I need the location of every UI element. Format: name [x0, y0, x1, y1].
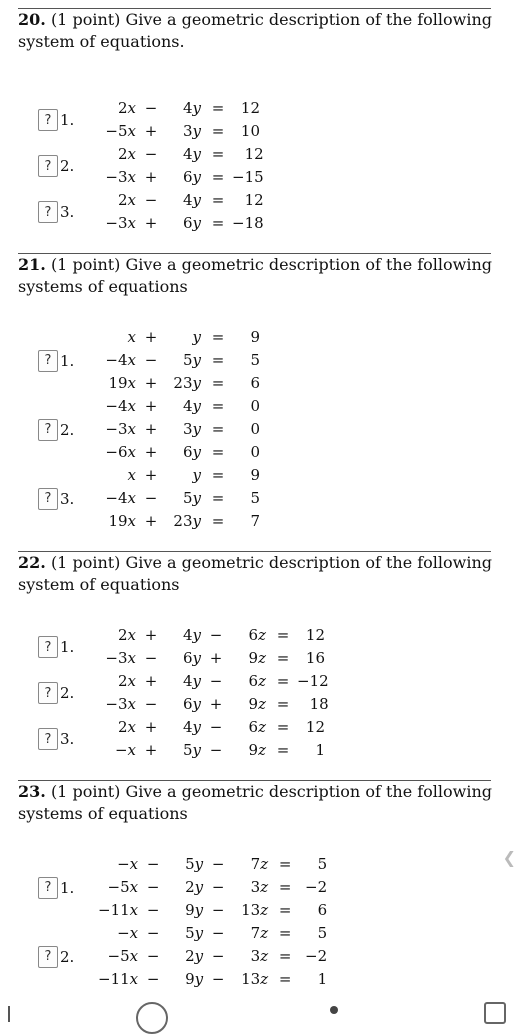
problem-points: (1 point) — [50, 553, 121, 572]
question-item — [8, 464, 496, 533]
problem-number: 21. — [18, 255, 46, 274]
question-item — [8, 670, 496, 716]
rhs-value: 6 — [250, 374, 260, 392]
rhs-value: 12 — [240, 99, 260, 117]
term: 2x — [117, 191, 136, 209]
equation-row — [98, 624, 325, 647]
rhs-value: 0 — [250, 420, 260, 438]
term: 4y — [182, 672, 201, 690]
term: 2x — [117, 672, 136, 690]
answer-selector[interactable] — [38, 419, 74, 441]
operator: − — [209, 718, 223, 736]
equals-sign: = — [276, 741, 290, 759]
nav-dot-icon — [330, 1006, 338, 1014]
operator: − — [211, 924, 225, 942]
term: 7z — [250, 855, 269, 873]
equation-row — [98, 441, 260, 464]
term: 6z — [248, 672, 266, 690]
system-nav-bar — [0, 984, 518, 1024]
equation-system — [98, 143, 264, 189]
problem-23 — [8, 780, 496, 991]
operator: + — [144, 512, 158, 530]
term: 23y — [173, 512, 201, 530]
item-label: 2. — [60, 157, 75, 175]
equation-system — [98, 189, 264, 235]
operator: − — [211, 855, 225, 873]
answer-selector[interactable] — [38, 636, 74, 658]
operator: − — [146, 970, 160, 988]
problem-points: (1 point) — [50, 10, 121, 29]
operator: + — [144, 420, 158, 438]
term: −5x — [105, 122, 136, 140]
equals-sign: = — [276, 649, 290, 667]
question-item — [8, 922, 496, 991]
term: 6z — [248, 718, 266, 736]
rhs-value: 1 — [315, 741, 325, 759]
rhs-value: −2 — [305, 947, 328, 965]
item-label: 2. — [60, 684, 75, 702]
equals-sign: = — [278, 855, 292, 873]
operator: − — [209, 672, 223, 690]
answer-dropdown[interactable]: ? — [38, 201, 58, 223]
operator: − — [146, 947, 160, 965]
operator: − — [146, 878, 160, 896]
operator: − — [144, 351, 158, 369]
operator: − — [146, 924, 160, 942]
equals-sign: = — [211, 512, 225, 530]
rhs-value: 9 — [250, 328, 260, 346]
answer-dropdown[interactable]: ? — [38, 946, 58, 968]
problem-number: 22. — [18, 553, 46, 572]
equation-row — [98, 853, 327, 876]
operator: − — [144, 649, 158, 667]
term: 3z — [250, 947, 269, 965]
rhs-value: 7 — [250, 512, 260, 530]
rhs-value: −2 — [305, 878, 328, 896]
equation-row — [98, 120, 260, 143]
operator: + — [144, 443, 158, 461]
problem-prompt: Give a geometric description of the following system of equations — [18, 553, 493, 594]
equals-sign: = — [211, 420, 225, 438]
equation-row — [98, 97, 260, 120]
rhs-value: 5 — [317, 924, 328, 942]
rhs-value: −12 — [297, 672, 329, 690]
term: 6y — [182, 649, 201, 667]
term: y — [192, 328, 201, 346]
item-label: 2. — [60, 420, 75, 439]
equals-sign: = — [211, 443, 225, 461]
problem-points: (1 point) — [50, 255, 121, 274]
term: 3y — [182, 122, 201, 140]
term: 6y — [182, 214, 201, 232]
equals-sign: = — [211, 466, 225, 484]
operator: − — [146, 855, 160, 873]
answer-dropdown[interactable]: ? — [38, 350, 58, 372]
operator: − — [144, 191, 158, 209]
equation-row — [98, 647, 325, 670]
term: 2x — [117, 145, 136, 163]
term: 4y — [182, 99, 201, 117]
equation-row — [98, 464, 260, 487]
operator: + — [144, 397, 158, 415]
equals-sign: = — [211, 191, 225, 209]
term: −3x — [105, 649, 136, 667]
term: 9z — [248, 649, 266, 667]
item-label: 2. — [60, 947, 75, 966]
term: 2x — [117, 718, 136, 736]
equals-sign: = — [278, 970, 292, 988]
question-item — [8, 395, 496, 464]
operator: + — [209, 695, 223, 713]
term: y — [192, 466, 201, 484]
equals-sign: = — [278, 924, 292, 942]
term: 4y — [182, 191, 201, 209]
equation-row — [98, 899, 327, 922]
term: 5y — [182, 741, 201, 759]
operator: − — [211, 970, 225, 988]
rhs-value: 5 — [317, 855, 328, 873]
problem-prompt: Give a geometric description of the following system of equations. — [18, 10, 493, 51]
item-label: 1. — [60, 111, 75, 129]
answer-dropdown[interactable]: ? — [38, 109, 58, 131]
equals-sign: = — [211, 99, 225, 117]
term: −4x — [105, 351, 136, 369]
term: −3x — [105, 214, 136, 232]
problem-22 — [8, 551, 496, 770]
equation-row — [98, 166, 264, 189]
operator: − — [144, 145, 158, 163]
operator: − — [211, 878, 225, 896]
equals-sign: = — [278, 901, 292, 919]
answer-selector[interactable] — [38, 350, 74, 372]
equals-sign: = — [276, 718, 290, 736]
problem-number: 20. — [18, 10, 46, 29]
operator: + — [144, 374, 158, 392]
rhs-value: 12 — [305, 718, 325, 736]
rhs-value: −18 — [232, 214, 264, 232]
answer-selector[interactable] — [38, 877, 74, 899]
equals-sign: = — [211, 214, 225, 232]
term: −3x — [105, 168, 136, 186]
term: −11x — [98, 901, 139, 919]
term: 23y — [173, 374, 201, 392]
equals-sign: = — [276, 672, 290, 690]
question-item — [8, 624, 496, 670]
equation-row — [98, 487, 260, 510]
equation-row — [98, 945, 327, 968]
equation-row — [98, 716, 325, 739]
answer-dropdown[interactable]: ? — [38, 636, 58, 658]
term: 19x — [108, 512, 136, 530]
equals-sign: = — [211, 328, 225, 346]
rhs-value: 0 — [250, 443, 260, 461]
answer-dropdown[interactable]: ? — [38, 419, 58, 441]
term: 5y — [182, 489, 201, 507]
problem-title — [8, 9, 496, 53]
term: 2y — [185, 878, 204, 896]
question-item — [8, 143, 496, 189]
term: 3z — [250, 878, 269, 896]
rhs-value: 6 — [317, 901, 328, 919]
term: −4x — [105, 489, 136, 507]
term: 13z — [241, 970, 269, 988]
answer-selector[interactable] — [38, 201, 74, 223]
operator: + — [144, 328, 158, 346]
operator: − — [144, 695, 158, 713]
equals-sign: = — [211, 168, 225, 186]
term: 19x — [108, 374, 136, 392]
equation-row — [98, 326, 260, 349]
equals-sign: = — [211, 397, 225, 415]
equals-sign: = — [211, 122, 225, 140]
operator: − — [211, 947, 225, 965]
operator: + — [144, 672, 158, 690]
equation-row — [98, 922, 327, 945]
item-label: 3. — [60, 203, 75, 221]
operator: + — [144, 214, 158, 232]
answer-dropdown[interactable]: ? — [38, 682, 58, 704]
rhs-value: 12 — [305, 626, 325, 644]
term: 9y — [185, 901, 204, 919]
equation-row — [98, 189, 264, 212]
term: 4y — [182, 718, 201, 736]
answer-selector[interactable] — [38, 488, 74, 510]
equals-sign: = — [211, 145, 225, 163]
term: −6x — [105, 443, 136, 461]
answer-selector[interactable] — [38, 728, 74, 750]
answer-selector[interactable] — [38, 946, 74, 968]
term: −x — [117, 924, 139, 942]
term: 13z — [241, 901, 269, 919]
term: 9z — [248, 741, 266, 759]
term: 5y — [182, 351, 201, 369]
equation-system — [98, 97, 260, 143]
problem-title — [8, 781, 496, 825]
term: 3y — [182, 420, 201, 438]
equation-system — [98, 853, 327, 922]
chevron-left-icon[interactable]: ❮ — [502, 848, 516, 867]
item-label: 3. — [60, 730, 75, 748]
answer-dropdown[interactable]: ? — [38, 488, 58, 510]
back-icon[interactable] — [8, 1006, 10, 1022]
rhs-value: −15 — [232, 168, 264, 186]
equation-row — [98, 670, 329, 693]
item-label: 1. — [60, 638, 75, 656]
term: 6y — [182, 695, 201, 713]
rhs-value: 9 — [250, 466, 260, 484]
equation-row — [98, 372, 260, 395]
term: 9y — [185, 970, 204, 988]
term: −x — [117, 855, 139, 873]
term: 7z — [250, 924, 269, 942]
problem-title — [8, 552, 496, 596]
operator: + — [144, 626, 158, 644]
equation-row — [98, 143, 264, 166]
rhs-value: 1 — [317, 970, 328, 988]
operator: − — [211, 901, 225, 919]
term: x — [127, 328, 136, 346]
worksheet — [8, 8, 496, 1001]
answer-selector[interactable] — [38, 155, 74, 177]
equals-sign: = — [211, 351, 225, 369]
equation-row — [98, 418, 260, 441]
term: 6z — [248, 626, 266, 644]
term: 4y — [182, 626, 201, 644]
rhs-value: 18 — [309, 695, 329, 713]
item-label: 3. — [60, 489, 75, 508]
problem-21 — [8, 253, 496, 541]
operator: − — [144, 99, 158, 117]
answer-dropdown[interactable]: ? — [38, 155, 58, 177]
term: −4x — [105, 397, 136, 415]
question-item — [8, 326, 496, 395]
term: −5x — [107, 878, 139, 896]
equation-row — [98, 395, 260, 418]
rhs-value: 12 — [244, 191, 264, 209]
equation-system — [98, 922, 327, 991]
term: 4y — [182, 397, 201, 415]
term: 6y — [182, 168, 201, 186]
equals-sign: = — [276, 626, 290, 644]
rhs-value: 10 — [240, 122, 260, 140]
term: −x — [114, 741, 136, 759]
operator: + — [144, 466, 158, 484]
equation-system — [98, 716, 325, 762]
operator: − — [209, 626, 223, 644]
problem-prompt: Give a geometric description of the following systems of equations — [18, 782, 493, 823]
equals-sign: = — [211, 374, 225, 392]
answer-selector[interactable] — [38, 109, 74, 131]
equation-row — [98, 212, 264, 235]
term: 5y — [185, 924, 204, 942]
operator: + — [144, 122, 158, 140]
question-item — [8, 853, 496, 922]
problem-20 — [8, 8, 496, 243]
rhs-value: 0 — [250, 397, 260, 415]
term: x — [127, 466, 136, 484]
operator: − — [144, 489, 158, 507]
rhs-value: 5 — [250, 489, 260, 507]
operator: + — [144, 718, 158, 736]
term: 2y — [185, 947, 204, 965]
equation-system — [98, 395, 260, 464]
operator: − — [146, 901, 160, 919]
equals-sign: = — [278, 947, 292, 965]
rhs-value: 5 — [250, 351, 260, 369]
answer-dropdown[interactable]: ? — [38, 728, 58, 750]
operator: − — [209, 741, 223, 759]
equation-row — [98, 693, 329, 716]
term: −3x — [105, 695, 136, 713]
problem-title — [8, 254, 496, 298]
operator: + — [144, 741, 158, 759]
equals-sign: = — [278, 878, 292, 896]
problem-prompt: Give a geometric description of the following systems of equations — [18, 255, 493, 296]
equation-row — [98, 739, 325, 762]
term: 2x — [117, 99, 136, 117]
operator: + — [144, 168, 158, 186]
equation-system — [98, 326, 260, 395]
item-label: 1. — [60, 351, 75, 370]
equals-sign: = — [211, 489, 225, 507]
term: 5y — [185, 855, 204, 873]
recents-icon[interactable] — [484, 1002, 506, 1024]
equation-row — [98, 510, 260, 533]
rhs-value: 16 — [305, 649, 325, 667]
equation-system — [98, 464, 260, 533]
question-item — [8, 716, 496, 762]
term: 6y — [182, 443, 201, 461]
term: 2x — [117, 626, 136, 644]
equals-sign: = — [276, 695, 290, 713]
answer-dropdown[interactable]: ? — [38, 877, 58, 899]
home-icon[interactable] — [136, 1002, 168, 1034]
operator: + — [209, 649, 223, 667]
question-item — [8, 189, 496, 235]
equation-row — [98, 349, 260, 372]
item-label: 1. — [60, 878, 75, 897]
term: −11x — [98, 970, 139, 988]
rhs-value: 12 — [244, 145, 264, 163]
term: 9z — [248, 695, 266, 713]
question-item — [8, 97, 496, 143]
answer-selector[interactable] — [38, 682, 74, 704]
term: 4y — [182, 145, 201, 163]
equation-system — [98, 670, 329, 716]
term: −5x — [107, 947, 139, 965]
equation-row — [98, 876, 327, 899]
term: −3x — [105, 420, 136, 438]
equation-system — [98, 624, 325, 670]
problem-points: (1 point) — [50, 782, 121, 801]
problem-number: 23. — [18, 782, 46, 801]
